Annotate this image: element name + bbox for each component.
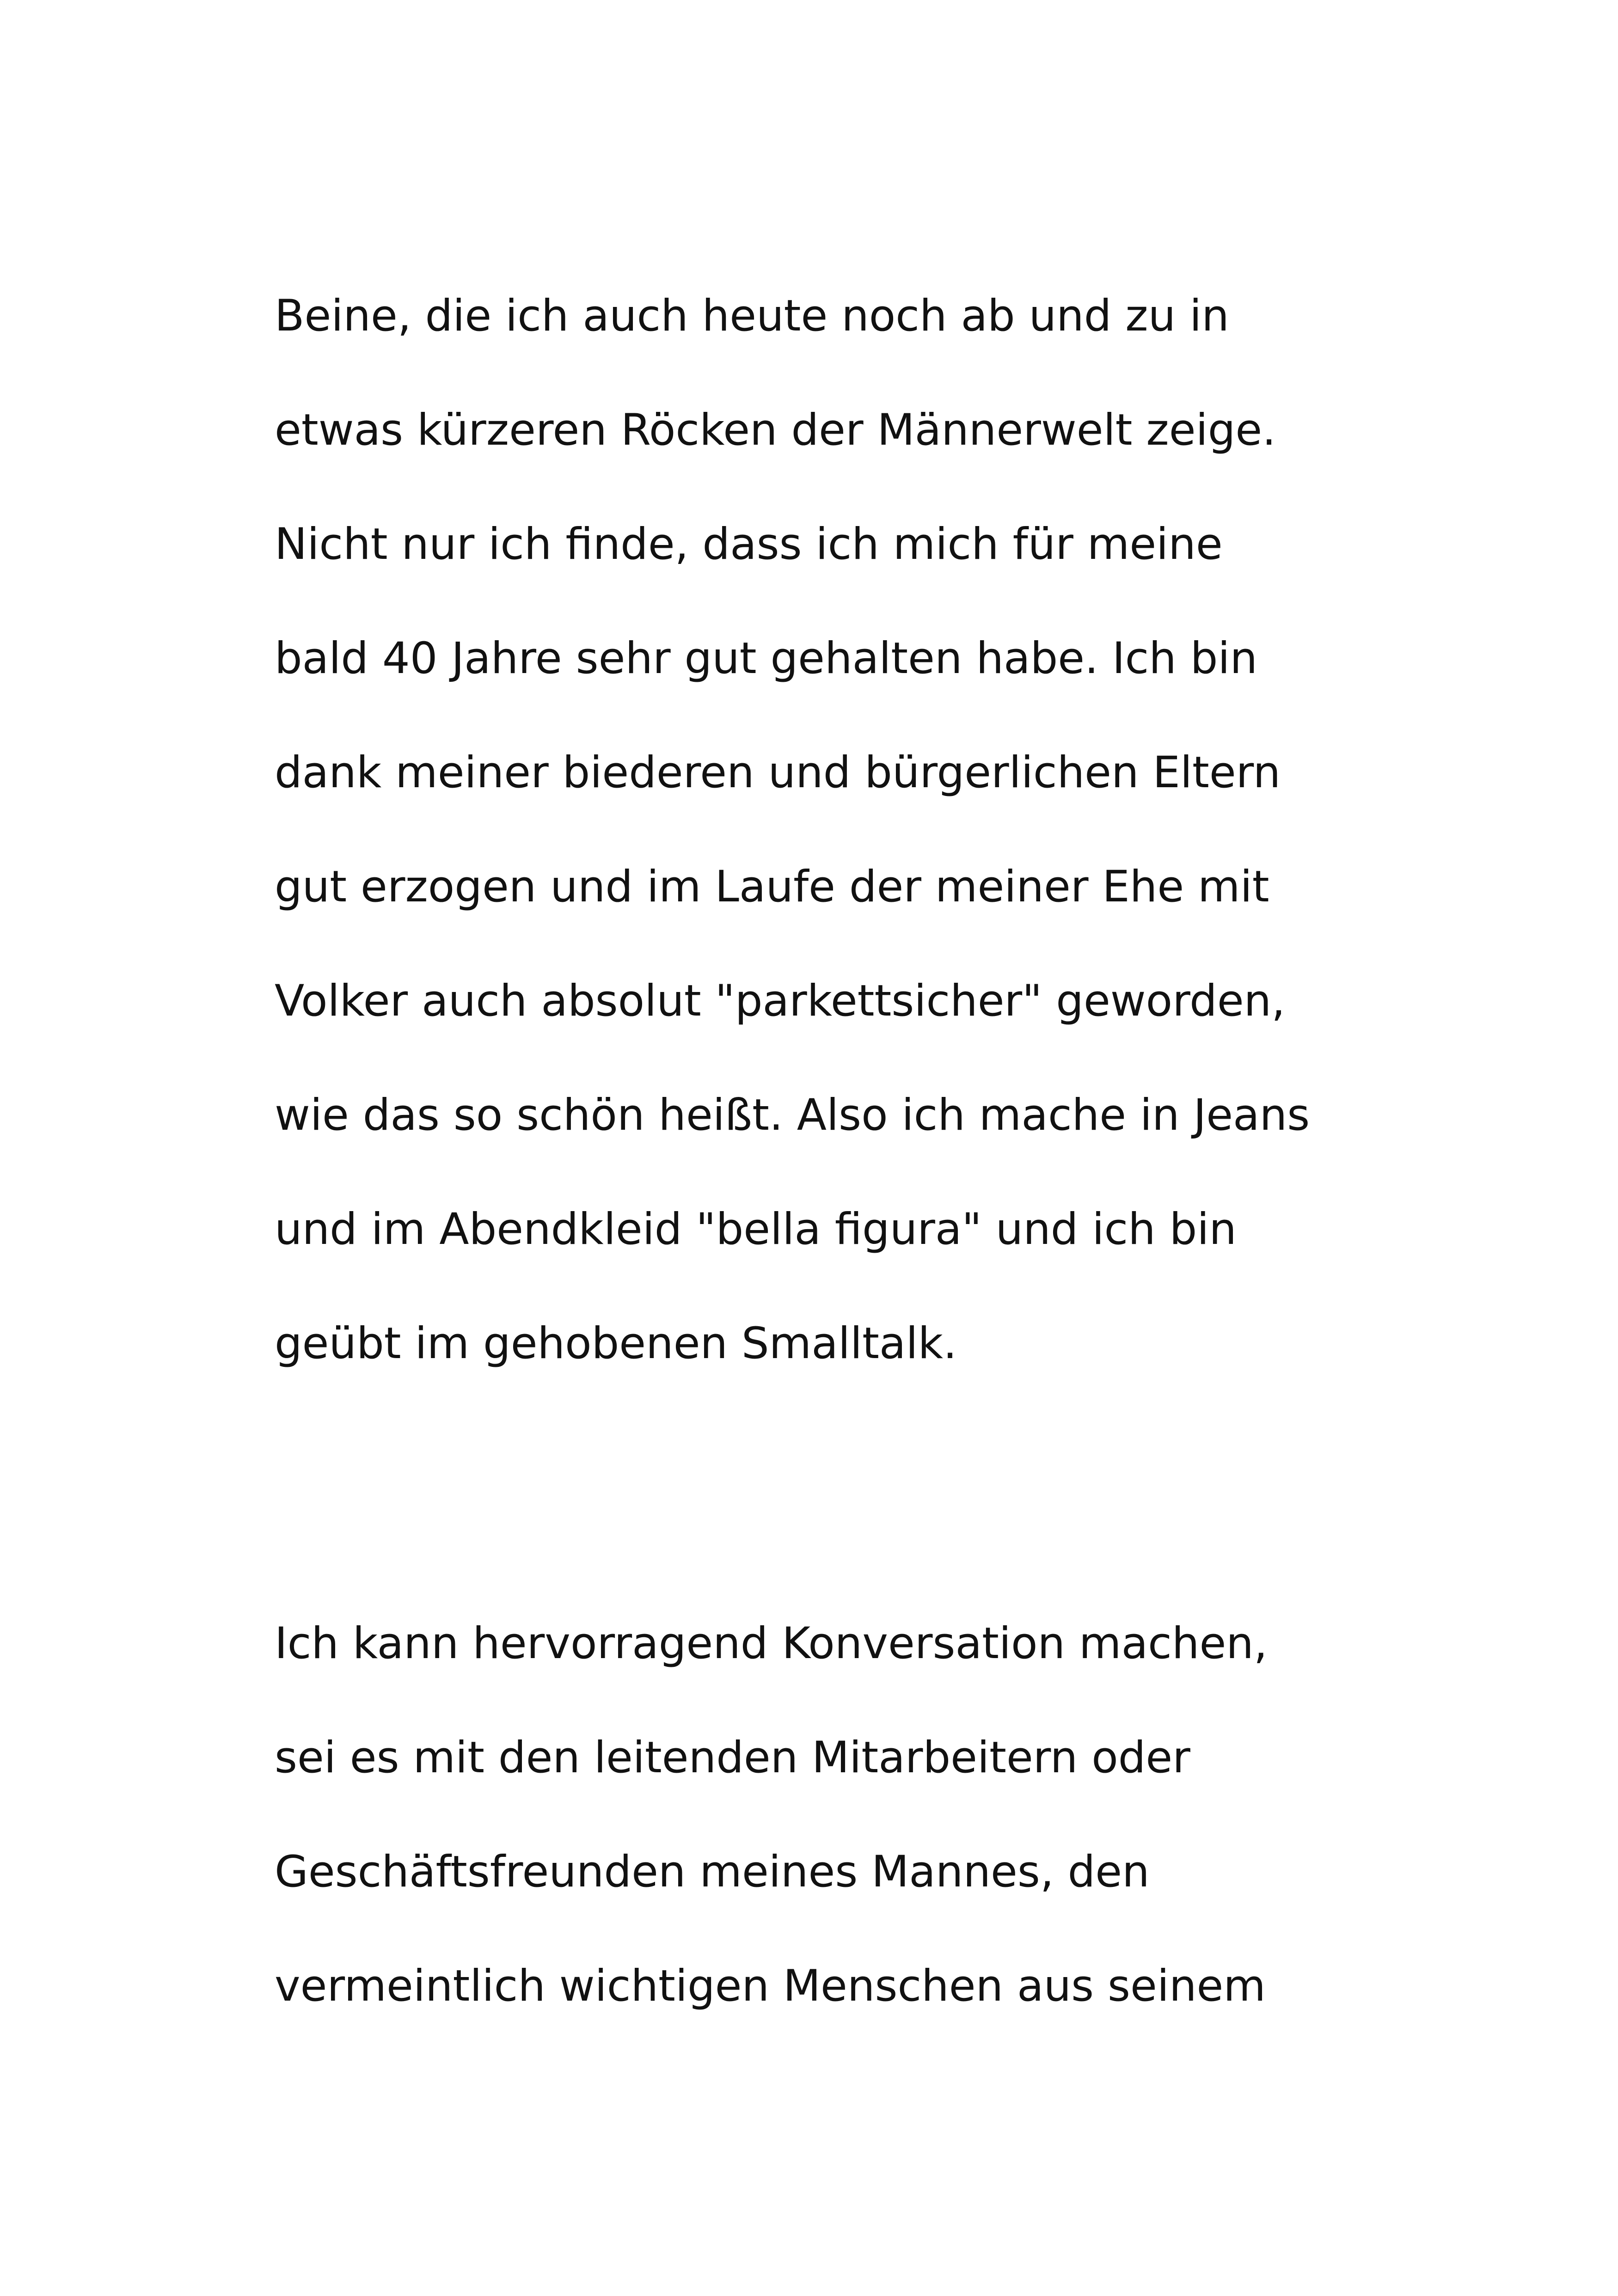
text-line: geübt im gehobenen Smalltalk. [275, 1318, 957, 1369]
text-line: dank meiner biederen und bürgerlichen Eltern [275, 747, 1281, 798]
text-line: gut erzogen und im Laufe der meiner Ehe mit [275, 862, 1269, 912]
text-line: und im Abendkleid "bella figura" und ich bin [275, 1204, 1237, 1255]
text-line: Volker auch absolut "parkettsicher" geworden, [275, 976, 1286, 1026]
text-line: Geschäftsfreunden meines Mannes, den [275, 1847, 1150, 1897]
text-line: wie das so schön heißt. Also ich mache in Jeans [275, 1090, 1310, 1140]
paragraph-1 [275, 259, 1523, 1401]
text-line: Nicht nur ich finde, dass ich mich für meine [275, 519, 1223, 569]
paragraph-2 [275, 1586, 1523, 2043]
text-line: etwas kürzeren Röcken der Männerwelt zeige. [275, 405, 1276, 455]
text-line: vermeintlich wichtigen Menschen aus seinem [275, 1961, 1266, 2011]
text-line: Beine, die ich auch heute noch ab und zu in [275, 291, 1229, 341]
text-line: bald 40 Jahre sehr gut gehalten habe. Ich bin [275, 633, 1258, 684]
text-line: sei es mit den leitenden Mitarbeitern oder [275, 1733, 1190, 1783]
text-line: Ich kann hervorragend Konversation machen, [275, 1618, 1268, 1669]
